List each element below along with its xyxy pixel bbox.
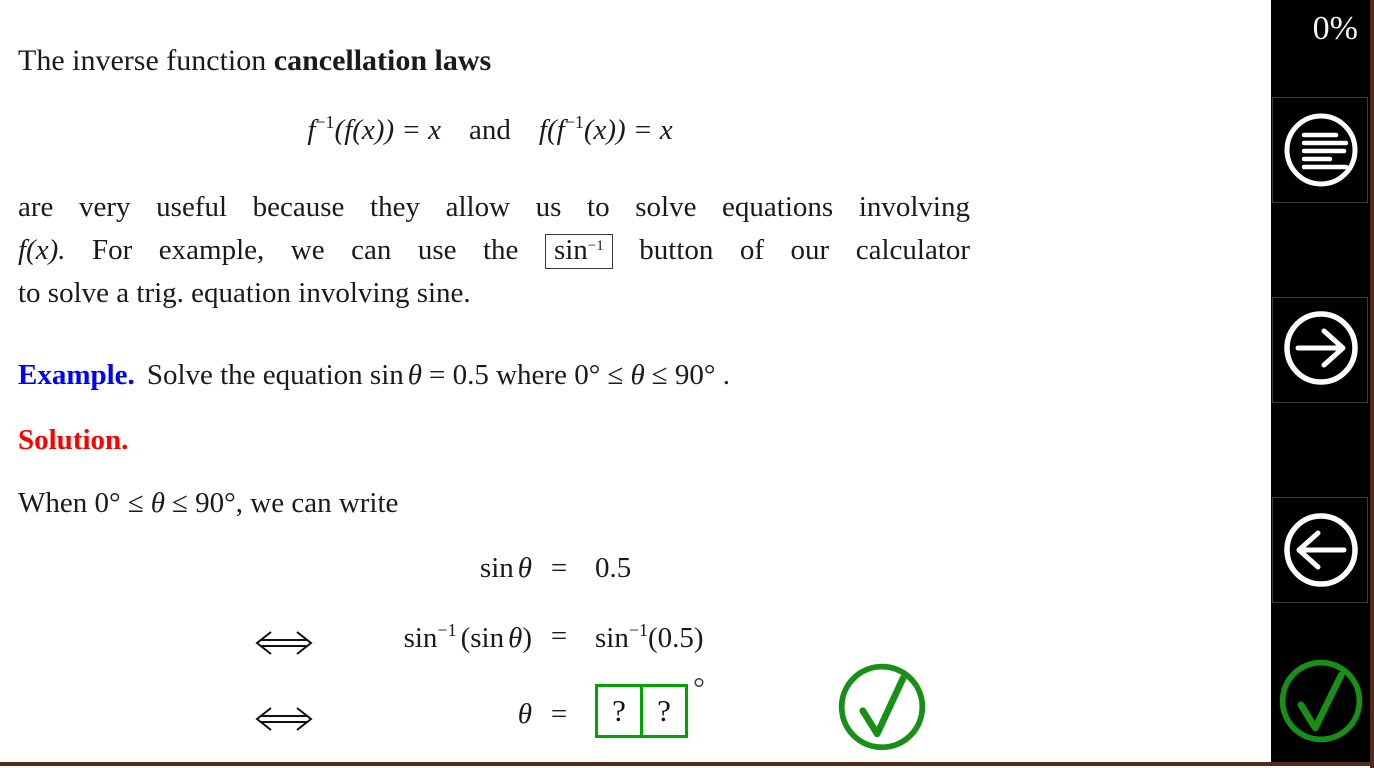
row3-equals: = <box>550 698 568 730</box>
menu-button[interactable] <box>1276 105 1366 200</box>
eq1-rest: (f(x)) = x <box>334 114 442 146</box>
eq-and: and <box>469 114 511 146</box>
sin-inverse-calculator-button <box>545 234 613 269</box>
check-answer-button[interactable] <box>1273 653 1369 754</box>
theta-symbol: θ <box>407 359 422 391</box>
when-statement <box>18 487 398 520</box>
answer-digit-box-1[interactable]: ? <box>595 684 643 738</box>
inverse-sup: −1 <box>628 620 648 640</box>
example-text-3: ≤ 90° . <box>651 359 730 391</box>
solution-label: Solution. <box>18 424 129 456</box>
sin-box-sup: −1 <box>587 238 604 254</box>
eq2-sup: −1 <box>564 112 584 132</box>
eq2-rest: (x)) = x <box>583 114 673 146</box>
row1-rhs: 0.5 <box>595 552 632 584</box>
theta-symbol: θ <box>508 622 523 654</box>
body-paragraph <box>18 186 970 315</box>
checkmark-icon <box>1273 653 1369 749</box>
paragraph-line-2-text: For example, we can use the <box>92 234 519 266</box>
paragraph-line-3: to solve a trig. equation involving sine. <box>18 277 471 309</box>
answer-correct-check-icon[interactable] <box>834 657 930 758</box>
paragraph-line-1: are very useful because they allow us to solve equations involving <box>18 191 970 223</box>
when-text-1: When 0° ≤ <box>18 487 144 519</box>
row1-lhs <box>300 552 532 585</box>
paragraph-line-2-end: button of our calculator <box>639 234 971 266</box>
slide-title <box>18 44 491 78</box>
sin-fn: sin <box>403 622 438 654</box>
frame-border-right <box>1370 0 1374 768</box>
degree-symbol: ° <box>693 672 705 705</box>
sin-fn: sin <box>595 622 629 654</box>
row2-lhs-open: (sin <box>460 622 505 654</box>
eq1-f: f <box>307 114 316 146</box>
example-text-1: Solve the equation sin <box>146 359 404 391</box>
example-label: Example. <box>18 359 135 391</box>
example-text-2: = 0.5 where 0° ≤ <box>429 359 624 391</box>
row2-lhs <box>300 620 532 655</box>
title-normal: The inverse function <box>18 44 274 77</box>
row2-rhs <box>595 620 704 655</box>
theta-symbol: θ <box>517 698 532 730</box>
eq2-f: f(f <box>538 114 565 146</box>
title-bold: cancellation laws <box>273 44 492 77</box>
paragraph-line-2 <box>18 229 970 272</box>
answer-area <box>595 672 705 738</box>
theta-symbol: θ <box>517 552 532 584</box>
row3-lhs <box>300 698 532 731</box>
inverse-sup: −1 <box>437 620 457 640</box>
next-button[interactable] <box>1276 303 1366 398</box>
theta-symbol: θ <box>150 487 166 519</box>
cancellation-laws-equation <box>0 112 980 147</box>
solution-heading <box>18 424 128 457</box>
control-sidebar <box>1271 0 1370 762</box>
eq1-sup: −1 <box>315 112 335 132</box>
frame-border-bottom <box>0 762 1374 766</box>
row2-equals: = <box>550 620 568 652</box>
theta-symbol: θ <box>630 359 645 391</box>
row2-rhs-value: (0.5) <box>648 622 704 654</box>
derivation-row-1 <box>0 552 1000 598</box>
arrow-right-icon <box>1276 303 1366 393</box>
fx-term: f(x). <box>18 234 66 266</box>
progress-percentage: 0% <box>1312 10 1358 47</box>
example-statement <box>18 359 730 392</box>
row1-equals: = <box>550 552 568 584</box>
when-text-2: ≤ 90°, we can write <box>172 487 399 519</box>
sin-box-fn: sin <box>553 234 588 266</box>
row2-lhs-close: ) <box>522 622 532 654</box>
back-button[interactable] <box>1276 505 1366 600</box>
arrow-left-icon <box>1276 505 1366 595</box>
answer-digit-box-2[interactable]: ? <box>640 684 688 738</box>
sin-fn: sin <box>479 552 514 584</box>
menu-icon <box>1276 105 1366 195</box>
